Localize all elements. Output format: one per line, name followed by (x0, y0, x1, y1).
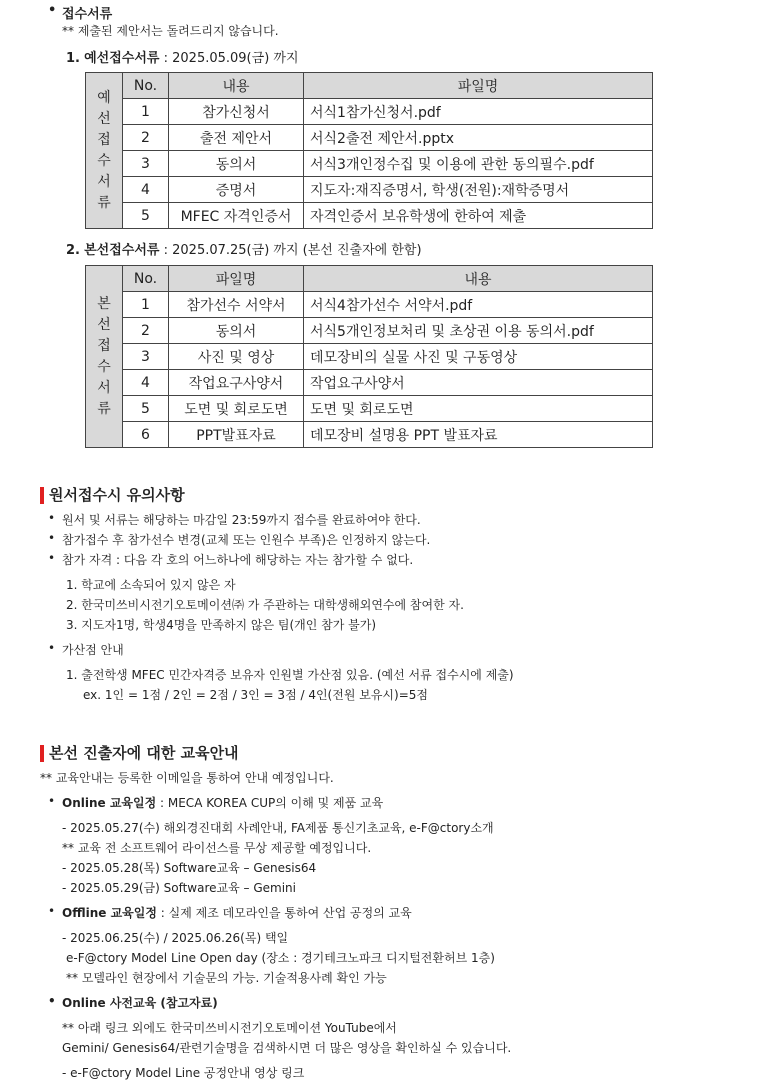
table-row (86, 151, 653, 177)
table-cell: 동의서 (169, 151, 304, 177)
pre-docs-heading: 1. 예선접수서류 : 2025.05.09(금) 까지 (66, 51, 299, 66)
table-cell: 서식3개인정수집 및 이용에 관한 동의필수.pdf (304, 151, 653, 177)
table-cell: 증명서 (169, 177, 304, 203)
final-side-label: 본 선 접 수 서 류 (86, 266, 123, 448)
offline-edu-line: e-F@ctory Model Line Open day (장소 : 경기테크노파크 디지털전환허브 1층) (66, 951, 495, 965)
col-content: 내용 (304, 266, 653, 292)
table-cell: 작업요구사양서 (304, 370, 653, 396)
table-cell: 지도자:재직증명서, 학생(전원):재학증명서 (304, 177, 653, 203)
online-edu-heading: • Online 교육일정 : MECA KOREA CUP의 이해 및 제품 교육 (62, 794, 383, 811)
final-docs-table (85, 265, 653, 448)
table-row (86, 203, 653, 229)
table-cell: 1 (123, 292, 169, 318)
caution-heading: 원서접수시 유의사항 (40, 487, 185, 504)
final-docs-heading: 2. 본선접수서류 : 2025.07.25(금) 까지 (본선 진출자에 한함) (66, 243, 422, 258)
table-cell: 3 (123, 151, 169, 177)
table-row (86, 177, 653, 203)
offline-edu-line: - 2025.06.25(수) / 2025.06.26(목) 택일 (62, 931, 289, 945)
table-cell: PPT발표자료 (169, 422, 304, 448)
table-row (86, 422, 653, 448)
bonus-example: ex. 1인 = 1점 / 2인 = 2점 / 3인 = 3점 / 4인(전원 보유시)=5점 (83, 688, 428, 702)
edu-heading: 본선 진출자에 대한 교육안내 (40, 745, 239, 762)
table-cell: MFEC 자격인증서 (169, 203, 304, 229)
caution-item: • 원서 및 서류는 해당하는 마감일 23:59까지 접수를 완료하여야 한다. (62, 511, 421, 528)
table-cell: 사진 및 영상 (169, 344, 304, 370)
table-cell: 2 (123, 125, 169, 151)
table-header-row (86, 266, 653, 292)
video-link[interactable]: - e-F@ctory Model Line 공정안내 영상 링크 (62, 1066, 305, 1080)
online-edu-line: - 2025.05.29(금) Software교육 – Gemini (62, 881, 296, 895)
table-cell: 서식5개인정보처리 및 초상권 이용 동의서.pdf (304, 318, 653, 344)
table-cell: 도면 및 회로도면 (169, 396, 304, 422)
table-cell: 데모장비 설명용 PPT 발표자료 (304, 422, 653, 448)
pre-edu-line: ** 아래 링크 외에도 한국미쓰비시전기오토메이션 YouTube에서 (62, 1021, 397, 1035)
table-row (86, 99, 653, 125)
table-row (86, 292, 653, 318)
col-no: No. (123, 73, 169, 99)
online-edu-line: - 2025.05.27(수) 해외경진대회 사례안내, FA제품 통신기초교육, e-F@ctory소개 (62, 821, 494, 835)
caution-sub-item: 2. 한국미쓰비시전기오토메이션㈜ 가 주관하는 대학생해외연수에 참여한 자. (66, 598, 464, 612)
offline-edu-line: ** 모델라인 현장에서 기술문의 가능. 기술적용사례 확인 가능 (66, 971, 387, 985)
caution-item: • 참가 자격 : 다음 각 호의 어느하나에 해당하는 자는 참가할 수 없다. (62, 551, 413, 568)
caution-item: • 참가접수 후 참가선수 변경(교체 또는 인원수 부족)은 인정하지 않는다. (62, 531, 430, 548)
table-row (86, 344, 653, 370)
edu-note: ** 교육안내는 등록한 이메일을 통하여 안내 예정입니다. (40, 771, 334, 785)
table-cell: 3 (123, 344, 169, 370)
caution-sub-item: 1. 학교에 소속되어 있지 않은 자 (66, 578, 236, 592)
table-cell: 1 (123, 99, 169, 125)
table-row (86, 370, 653, 396)
table-row (86, 396, 653, 422)
bonus-title: • 가산점 안내 (62, 641, 124, 658)
pre-edu-line: Gemini/ Genesis64/관련기술명을 검색하시면 더 많은 영상을 확인하실 수 있습니다. (62, 1041, 512, 1055)
col-filename: 파일명 (304, 73, 653, 99)
table-cell: 6 (123, 422, 169, 448)
col-filename: 파일명 (169, 266, 304, 292)
table-cell: 참가신청서 (169, 99, 304, 125)
table-cell: 4 (123, 370, 169, 396)
table-cell: 자격인증서 보유학생에 한하여 제출 (304, 203, 653, 229)
table-cell: 동의서 (169, 318, 304, 344)
pre-docs-table (85, 72, 653, 229)
table-header-row (86, 73, 653, 99)
table-row (86, 125, 653, 151)
table-cell: 5 (123, 396, 169, 422)
table-cell: 출전 제안서 (169, 125, 304, 151)
col-content: 내용 (169, 73, 304, 99)
table-cell: 참가선수 서약서 (169, 292, 304, 318)
offline-edu-heading: • Offline 교육일정 : 실제 제조 데모라인을 통하여 산업 공정의 교육 (62, 904, 412, 921)
table-cell: 작업요구사양서 (169, 370, 304, 396)
pre-edu-heading: • Online 사전교육 (참고자료) (62, 994, 218, 1011)
table-cell: 5 (123, 203, 169, 229)
pre-side-label: 예 선 접 수 서 류 (86, 73, 123, 229)
submit-note: ** 제출된 제안서는 돌려드리지 않습니다. (62, 24, 279, 38)
table-cell: 서식4참가선수 서약서.pdf (304, 292, 653, 318)
table-cell: 도면 및 회로도면 (304, 396, 653, 422)
online-edu-line: - 2025.05.28(목) Software교육 – Genesis64 (62, 861, 317, 875)
submit-title: • 접수서류 (62, 3, 112, 22)
table-cell: 서식1참가신청서.pdf (304, 99, 653, 125)
table-cell: 데모장비의 실물 사진 및 구동영상 (304, 344, 653, 370)
table-row (86, 318, 653, 344)
online-edu-line: ** 교육 전 소프트웨어 라이선스를 무상 제공할 예정입니다. (62, 841, 372, 855)
table-cell: 2 (123, 318, 169, 344)
table-cell: 4 (123, 177, 169, 203)
table-cell: 서식2출전 제안서.pptx (304, 125, 653, 151)
caution-sub-item: 3. 지도자1명, 학생4명을 만족하지 않은 팀(개인 참가 불가) (66, 618, 377, 632)
bonus-line: 1. 출전학생 MFEC 민간자격증 보유자 인원별 가산점 있음. (예선 서류 접수시에 제출) (66, 668, 514, 682)
col-no: No. (123, 266, 169, 292)
